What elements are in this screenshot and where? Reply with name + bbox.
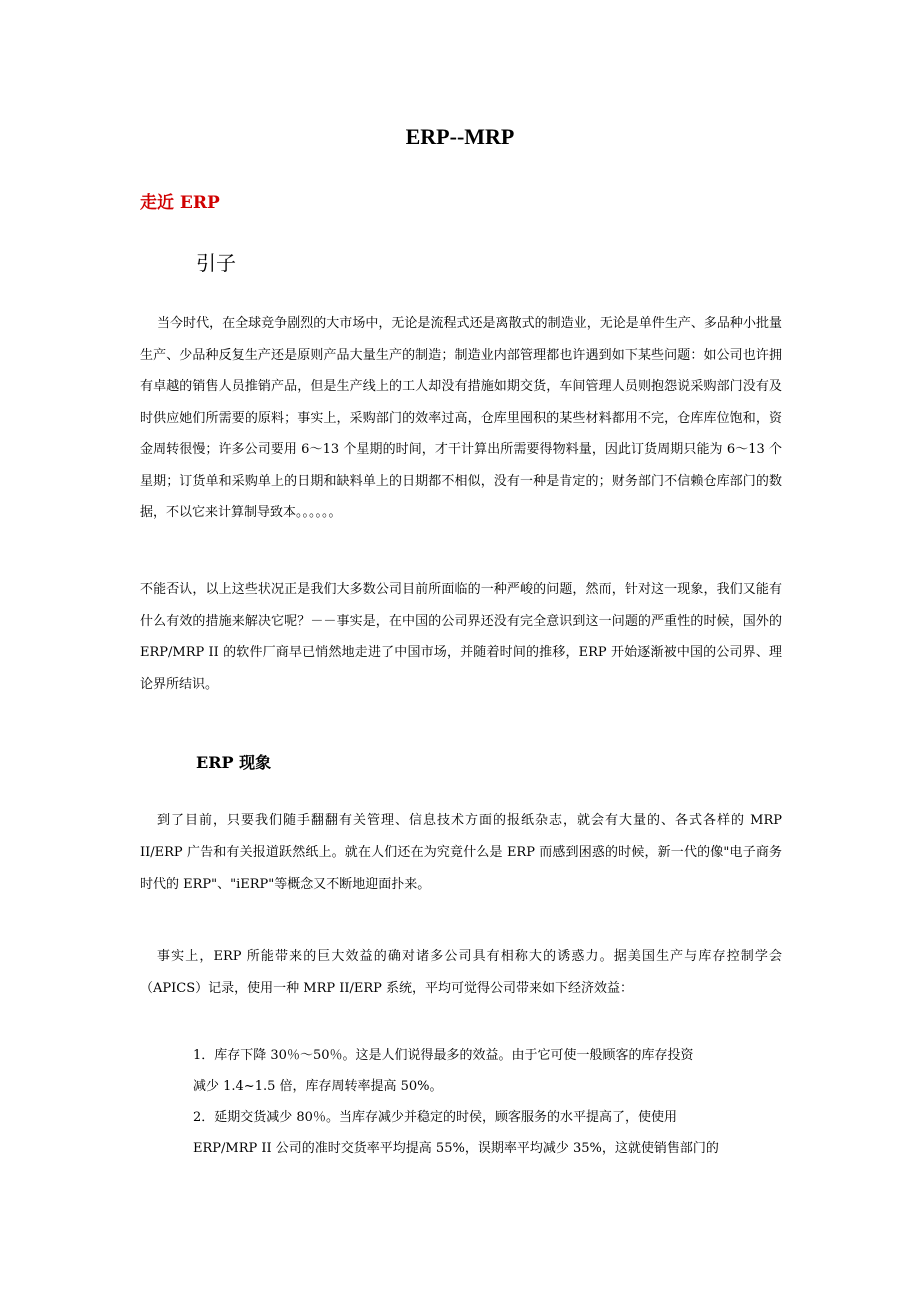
benefits-list	[193, 1040, 753, 1164]
phenomenon-paragraph-1	[140, 805, 782, 901]
subheading-phenomenon: ERP 现象	[196, 753, 272, 772]
list-item: ERP/MRP II 公司的准时交货率平均提高 55%，误期率平均减少 35%，这就使销售部门的	[193, 1141, 719, 1156]
paragraph-text: 当今时代，在全球竞争剧烈的大市场中，无论是流程式还是离散式的制造业，无论是单件生产、多品种小批量生产、少品种反复生产还是原则产品大量生产的制造；制造业内部管理都也许遇到如下某些问题：如公司也许拥有卓越的销售人员推销产品，但是生产线上的工人却没有措施如期交货，车间管理人员则抱怨说采购部门没有及时供应她们所需要的原料；事实上，采购部门的效率过高，仓库里囤积的某些材料都用不完，仓库库位饱和，资金周转很慢；许多公司要用 6～13 个星期的时间，才干计算出所需要得物料量，因此订货周期只能为 6～13 个星期；订货单和采购单上的日期和缺料单上的日期都不相似，没有一种是肯定的；财务部门不信赖仓库部门的数据，不以它来计算制导致本。。。。。。	[140, 316, 782, 520]
paragraph-text: 不能否认，以上这些状况正是我们大多数公司目前所面临的一种严峻的问题，然而，针对这一现象，我们又能有什么有效的措施来解决它呢？－－事实是，在中国的公司界还没有完全意识到这一问题的严重性的时候，国外的 ERP/MRP II 的软件厂商早已悄然地走进了中国市场，并随着时间的推移，ERP 开始逐渐被中国的公司界、理论界所结识。	[140, 582, 782, 692]
intro-paragraph-2	[140, 574, 782, 700]
list-item: 减少 1.4~1.5 倍，库存周转率提高 50%。	[193, 1079, 443, 1094]
intro-paragraph-1	[140, 308, 782, 529]
section-heading: 走近 ERP	[140, 193, 220, 213]
document-title: ERP--MRP	[405, 124, 515, 149]
list-item: 2．延期交货减少 80％。当库存减少并稳定的时侯，顾客服务的水平提高了，使使用	[193, 1110, 677, 1125]
list-item: 1．库存下降 30％～50％。这是人们说得最多的效益。由于它可使一般顾客的库存投资	[193, 1048, 694, 1063]
paragraph-text: 事实上，ERP 所能带来的巨大效益的确对诸多公司具有相称大的诱惑力。据美国生产与库存控制学会（APICS）记录，使用一种 MRP II/ERP 系统，平均可觉得公司带来如下经济效益：	[140, 949, 782, 996]
subheading-intro: 引子	[196, 251, 236, 275]
phenomenon-paragraph-2	[140, 941, 782, 1005]
paragraph-text: 到了目前，只要我们随手翻翻有关管理、信息技术方面的报纸杂志，就会有大量的、各式各样的 MRP II/ERP 广告和有关报道跃然纸上。就在人们还在为究竟什么是 ERP 而感到困惑的时候，新一代的像"电子商务时代的 ERP"、"iERP"等概念又不断地迎面扑来。	[140, 813, 782, 892]
